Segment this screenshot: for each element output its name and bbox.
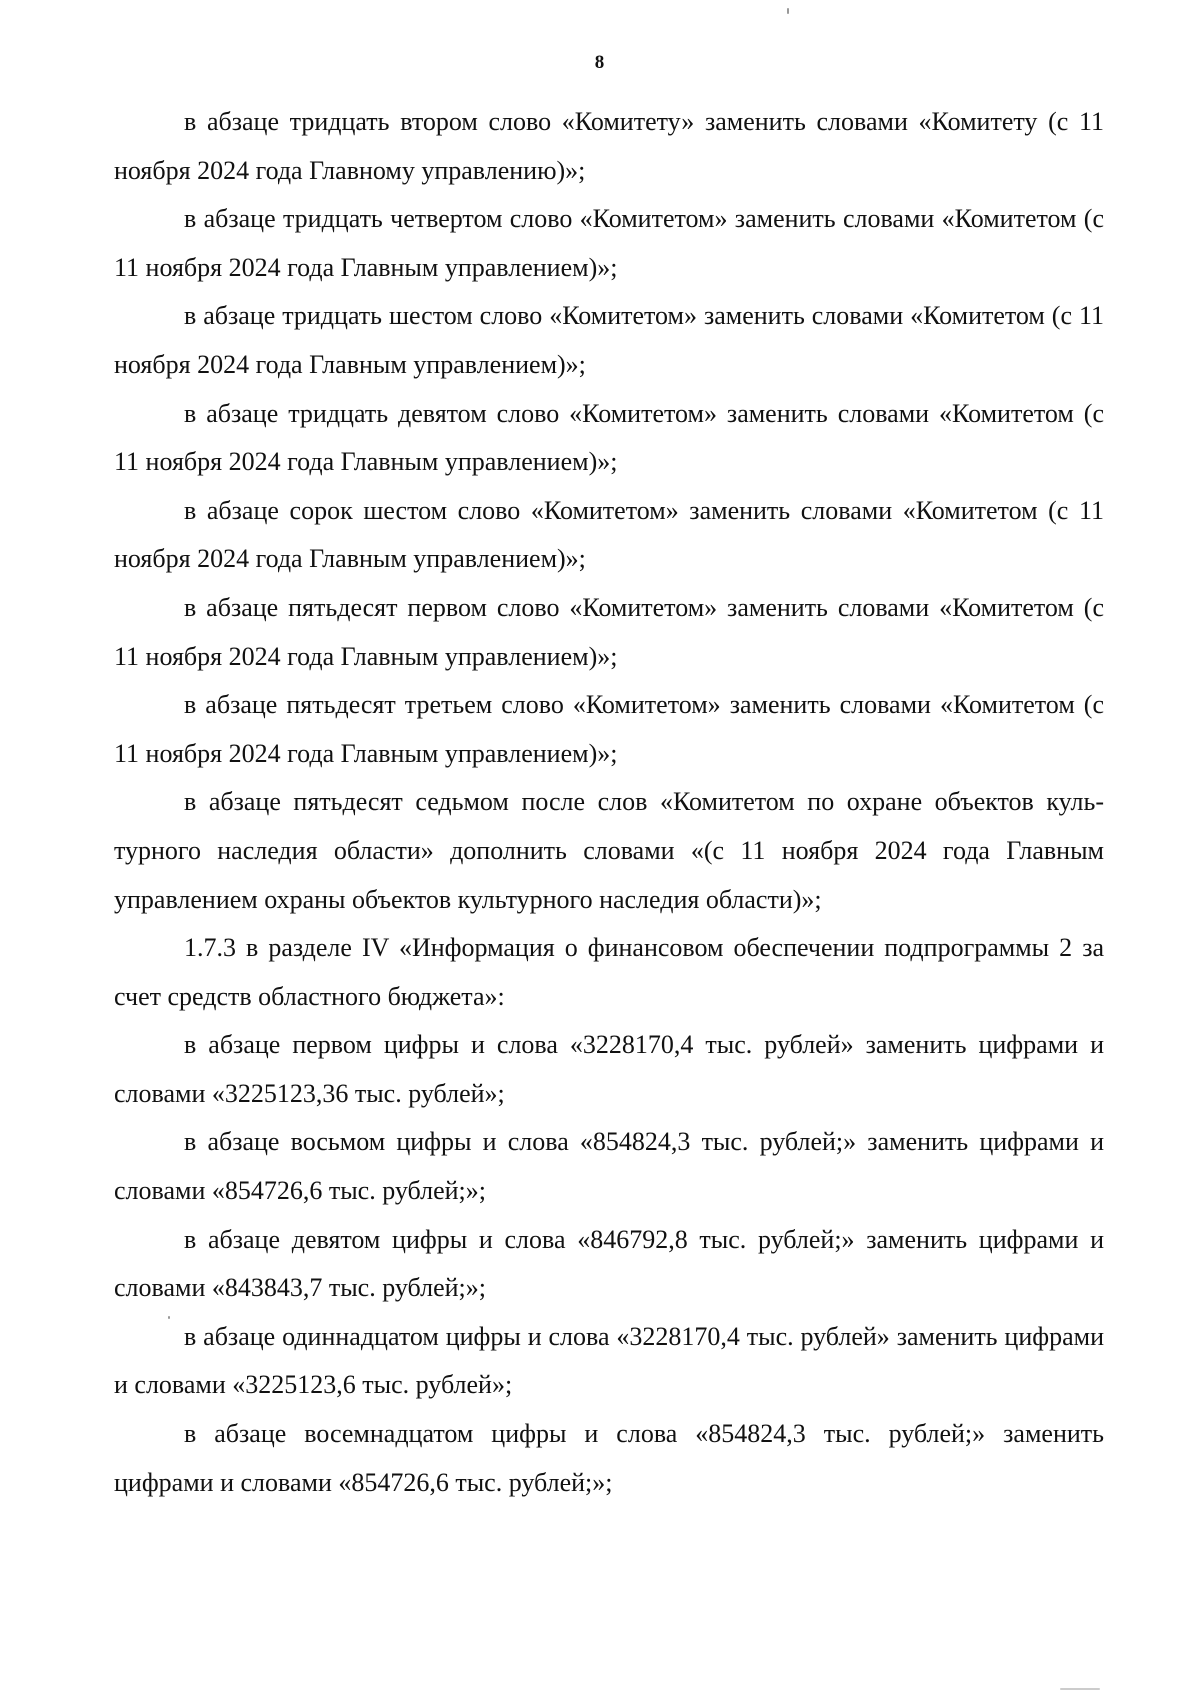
paragraph: в абзаце восемнадцатом цифры и слова «854824,3 тыс. рублей;» заменить цифрами и словами «854726,6 тыс. рублей;»; bbox=[114, 1419, 1104, 1497]
paragraph: в абзаце одиннадцатом цифры и слова «3228170,4 тыс. рублей» заменить цифрами и словами «3225123,6 тыс. рублей»; bbox=[114, 1321, 1104, 1400]
paragraph: в абзаце девятом цифры и слова «846792,8 тыс. рублей;» заменить цифрами и словами «843843,7 тыс. рублей;»; bbox=[114, 1224, 1104, 1303]
paragraph: 1.7.3 в разделе IV «Информация о финансовом обеспечении подпрограммы 2 за счет средств областного бюджета»: bbox=[114, 933, 1104, 1011]
paragraph: в абзаце тридцать шестом слово «Комитетом» заменить словами «Комитетом (с 11 ноября 2024 года Главным управлением)»; bbox=[114, 301, 1104, 379]
paragraph: в абзаце первом цифры и слова «3228170,4 тыс. рублей» заменить цифрами и словами «3225123,36 тыс. рублей»; bbox=[114, 1030, 1104, 1108]
paragraph: в абзаце пятьдесят седьмом после слов «Комитетом по охране объектов культурного наследия области» дополнить словами «(с 11 ноября 2024 года Главным управлением охраны объектов культурного наследия области)»; bbox=[114, 787, 1104, 914]
page-number: 8 bbox=[594, 52, 606, 73]
paragraph: в абзаце пятьдесят третьем слово «Комитетом» заменить словами «Комитетом (с 11 ноября 2024 года Главным управлением)»; bbox=[114, 690, 1104, 768]
scan-speck-top bbox=[787, 8, 789, 14]
document-body bbox=[114, 98, 1104, 1507]
paragraph: в абзаце тридцать четвертом слово «Комитетом» заменить словами «Комитетом (с 11 ноября 2024 года Главным управлением)»; bbox=[114, 204, 1104, 282]
paragraph: в абзаце сорок шестом слово «Комитетом» заменить словами «Комитетом (с 11 ноября 2024 года Главным управлением)»; bbox=[114, 495, 1104, 574]
scan-speck-bottom bbox=[1060, 1688, 1100, 1690]
paragraph: в абзаце восьмом цифры и слова «854824,3 тыс. рублей;» заменить цифрами и словами «854726,6 тыс. рублей;»; bbox=[114, 1127, 1104, 1206]
paragraph: в абзаце тридцать девятом слово «Комитетом» заменить словами «Комитетом (с 11 ноября 2024 года Главным управлением)»; bbox=[114, 398, 1104, 477]
paragraph: в абзаце тридцать втором слово «Комитету» заменить словами «Комитету (с 11 ноября 2024 года Главному управлению)»; bbox=[114, 107, 1104, 185]
paragraph: в абзаце пятьдесят первом слово «Комитетом» заменить словами «Комитетом (с 11 ноября 2024 года Главным управлением)»; bbox=[114, 592, 1104, 671]
